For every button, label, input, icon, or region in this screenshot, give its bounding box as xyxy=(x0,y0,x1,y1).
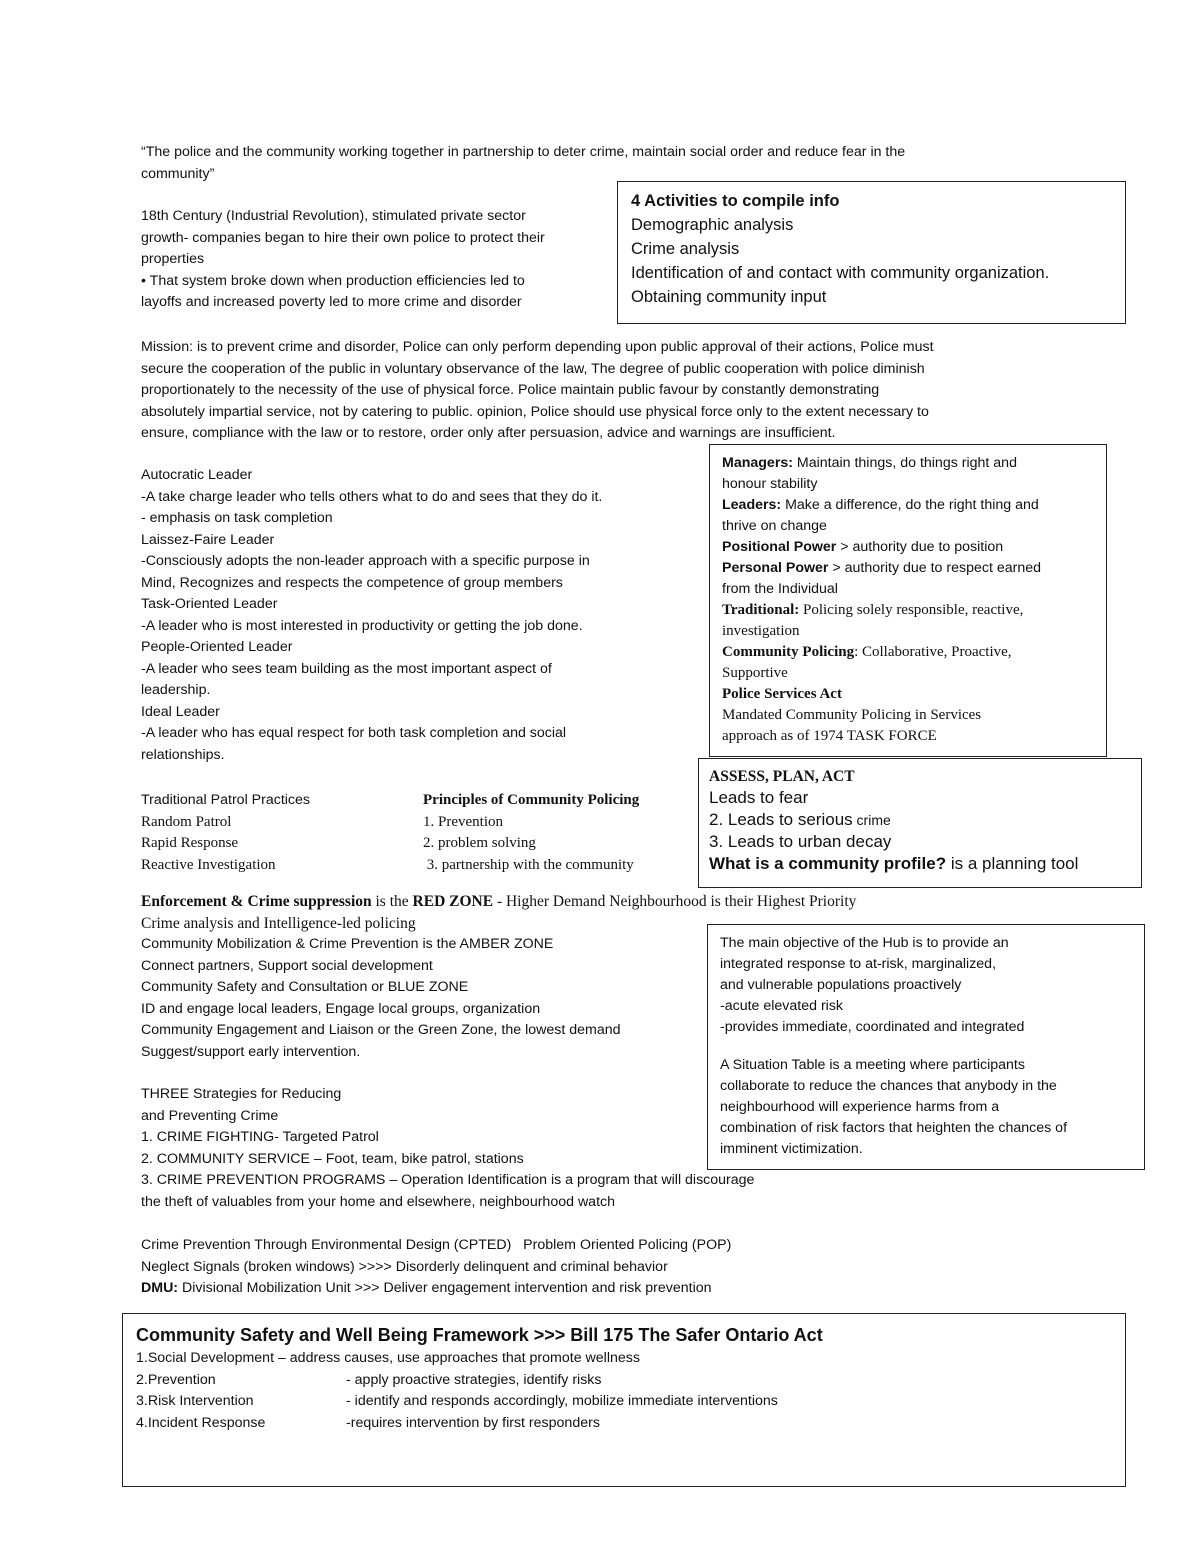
situation-line: imminent victimization. xyxy=(720,1141,863,1157)
assess-line: 2. Leads to serious xyxy=(709,810,853,829)
framework-row-right: - identify and responds accordingly, mobilize immediate interventions xyxy=(346,1393,778,1409)
quote-line-1: “The police and the community working together in partnership to deter crime, maintain social order and reduce fear in the xyxy=(141,144,906,160)
neglect-signals: Neglect Signals (broken windows) >>>> Disorderly delinquent and criminal behavior xyxy=(141,1258,668,1275)
leader-heading: Autocratic Leader xyxy=(141,467,253,483)
framework-row-right: - apply proactive strategies, identify risks xyxy=(346,1371,602,1388)
strategies-heading-2: and Preventing Crime xyxy=(141,1107,279,1124)
quote-line-2: community” xyxy=(141,165,215,182)
principle-item: 1. Prevention xyxy=(423,813,503,830)
leader-desc: leadership. xyxy=(141,682,211,698)
mission-line: ensure, compliance with the law or to restore, order only after persuasion, advice and warnings are insufficient. xyxy=(141,425,836,441)
activity-item: Identification of and contact with community organization. xyxy=(631,264,1050,282)
blue-zone-key: Community Safety and Consultation xyxy=(141,979,368,995)
police-act-key: Police Services Act xyxy=(722,686,842,702)
managers-value-2: honour stability xyxy=(722,476,818,492)
amber-zone-sub: Connect partners, Support social development xyxy=(141,957,433,974)
leader-heading: People-Oriented Leader xyxy=(141,639,293,655)
hub-box xyxy=(707,924,1145,1170)
history-line: growth- companies began to hire their own police to protect their xyxy=(141,229,545,246)
personal-value: > authority due to respect earned xyxy=(828,560,1042,576)
framework-row xyxy=(136,1370,1125,1392)
hub-line: integrated response to at-risk, marginalized, xyxy=(720,956,997,972)
red-zone-key: Enforcement & Crime suppression xyxy=(141,893,372,910)
leader-desc: -A leader who sees team building as the most important aspect of xyxy=(141,660,552,677)
situation-line: collaborate to reduce the chances that anybody in the xyxy=(720,1078,1057,1094)
hub-line: -acute elevated risk xyxy=(720,998,844,1014)
dmu-key: DMU: xyxy=(141,1280,179,1296)
framework-row-right: -requires intervention by first responders xyxy=(346,1414,600,1431)
patrol-item: Rapid Response xyxy=(141,835,239,851)
personal-key: Personal Power xyxy=(722,560,829,576)
leader-desc: -A leader who has equal respect for both task completion and social xyxy=(141,725,567,741)
cpted-a: Crime Prevention Through Environmental Design ( xyxy=(141,1237,459,1253)
assess-line: Leads to fear xyxy=(709,788,809,807)
leaders-key: Leaders: xyxy=(722,497,782,513)
leader-desc: -Consciously adopts the non-leader approach with a specific purpose in xyxy=(141,553,590,569)
cpted-e: ) xyxy=(726,1237,732,1253)
traditional-value: Policing solely responsible, reactive, xyxy=(799,602,1024,618)
situation-line: neighbourhood will experience harms from a xyxy=(720,1099,1000,1115)
red-zone-mid: is the xyxy=(371,893,413,910)
framework-row-left: 2.Prevention xyxy=(136,1371,216,1388)
framework-row-left: 4.Incident Response xyxy=(136,1414,266,1431)
activity-item: Demographic analysis xyxy=(631,216,794,234)
activities-title: 4 Activities to compile info xyxy=(631,192,840,210)
mission-line: absolutely impartial service, not by catering to public. opinion, Police should use physical force only to the extent necessary to xyxy=(141,403,929,420)
strategies xyxy=(141,1084,754,1213)
police-act-value-2: approach as of 1974 TASK FORCE xyxy=(722,728,937,744)
blue-zone-rest: or BLUE ZONE xyxy=(367,979,469,995)
leader-types xyxy=(141,465,602,766)
positional-value: > authority due to position xyxy=(836,539,1004,555)
strategy-item: 1. CRIME FIGHTING- Targeted Patrol xyxy=(141,1129,379,1145)
managers-box xyxy=(709,444,1107,757)
patrol-heading: Traditional Patrol Practices xyxy=(141,792,311,808)
strategies-heading-c: for Reducing xyxy=(256,1086,342,1102)
framework-title: Community Safety and Well Being Framework >>> Bill 175 The Safer Ontario Act xyxy=(136,1325,823,1345)
assess-line-crime: crime xyxy=(852,812,891,828)
leader-desc: relationships. xyxy=(141,746,225,763)
strategies-heading-b: Strategies xyxy=(193,1086,257,1102)
situation-line: combination of risk factors that heighten the chances of xyxy=(720,1120,1068,1136)
mission-line: proportionately to the necessity of the use of physical force. Police maintain public favour by constantly demonstrating xyxy=(141,382,880,398)
leader-desc: Mind, Recognizes and respects the competence of group members xyxy=(141,574,563,591)
situation-table-value: is a meeting where participants xyxy=(825,1057,1025,1073)
red-zone-rest: - Higher Demand Neighbourhood is their Highest Priority xyxy=(493,893,857,910)
green-zone-sub: Suggest/support early intervention. xyxy=(141,1043,361,1060)
leader-heading: Ideal Leader xyxy=(141,703,220,720)
leader-desc: -A take charge leader who tells others what to do and sees that they do it. xyxy=(141,488,603,505)
principle-item: 3. partnership with the community xyxy=(423,856,634,873)
red-zone-label: RED ZONE xyxy=(412,893,494,910)
community-value: : Collaborative, Proactive, xyxy=(854,644,1012,660)
patrol-item: Random Patrol xyxy=(141,813,232,830)
principles-list xyxy=(423,790,639,876)
mission-line: Mission: is to prevent crime and disorder, Police can only perform depending upon public approval of their actions, Police must xyxy=(141,339,934,355)
situation-table-key: A Situation Table xyxy=(720,1057,826,1073)
leader-heading: Laissez-Faire Leader xyxy=(141,531,275,548)
framework-row-left: 3.Risk Intervention xyxy=(136,1393,254,1409)
mission-line: secure the cooperation of the public in voluntary observance of the law, The degree of public cooperation with police diminish xyxy=(141,360,925,377)
blue-zone-sub: ID and engage local leaders, Engage local groups, organization xyxy=(141,1000,541,1017)
patrol-item: Reactive Investigation xyxy=(141,856,276,873)
green-zone-key: Community Engagement and Liaison or the Green Zone, the lowest demand xyxy=(141,1022,621,1038)
cpted-c: ) Problem Oriented Policing ( xyxy=(506,1237,697,1253)
leaders-value: Make a difference, do the right thing and xyxy=(781,497,1039,513)
positional-key: Positional Power xyxy=(722,539,837,555)
managers-value: Maintain things, do things right and xyxy=(792,455,1017,471)
activity-item: Obtaining community input xyxy=(631,288,827,306)
amber-zone-key: Community Mobilization & Crime Prevention xyxy=(141,936,419,952)
leader-desc: - emphasis on task completion xyxy=(141,510,333,526)
history-line: layoffs and increased poverty led to more crime and disorder xyxy=(141,294,522,310)
strategy-item: 3. CRIME PREVENTION PROGRAMS – Operation Identification is a program that will discourage xyxy=(141,1172,755,1188)
cpted-b: CPTED xyxy=(458,1237,507,1253)
principle-item: 2. problem solving xyxy=(423,835,536,851)
community-profile-answer: is a planning tool xyxy=(946,854,1079,873)
traditional-key: Traditional: xyxy=(722,602,800,618)
activity-item: Crime analysis xyxy=(631,240,740,258)
acronyms xyxy=(141,1235,731,1300)
activities-box xyxy=(617,181,1126,324)
police-act-value-1: Mandated Community Policing in Services xyxy=(722,707,982,723)
strategy-item: 2. COMMUNITY SERVICE – Foot, team, bike patrol, stations xyxy=(141,1150,524,1167)
assess-title: ASSESS, PLAN, ACT xyxy=(709,768,855,785)
leader-heading: Task-Oriented Leader xyxy=(141,596,278,612)
managers-key: Managers: xyxy=(722,455,793,471)
framework-row xyxy=(136,1391,1125,1413)
dmu-value: Divisional Mobilization Unit >>> Deliver engagement intervention and risk prevention xyxy=(178,1280,712,1296)
personal-value-2: from the Individual xyxy=(722,581,838,597)
hub-line: and vulnerable populations proactively xyxy=(720,977,962,993)
patrol-practices xyxy=(141,790,310,876)
history-line: properties xyxy=(141,251,205,267)
strategy-item: the theft of valuables from your home and elsewhere, neighbourhood watch xyxy=(141,1193,615,1210)
strategies-heading-a: THREE xyxy=(141,1086,194,1102)
principles-heading: Principles of Community Policing xyxy=(423,792,640,808)
hub-line: -provides immediate, coordinated and integrated xyxy=(720,1019,1025,1035)
community-value-2: Supportive xyxy=(722,665,788,681)
framework-row: 1.Social Development – address causes, use approaches that promote wellness xyxy=(136,1350,640,1366)
history-line: 18th Century (Industrial Revolution), stimulated private sector xyxy=(141,208,526,224)
framework-box xyxy=(122,1313,1126,1487)
history-line: • That system broke down when production efficiencies led to xyxy=(141,272,525,289)
quote xyxy=(141,142,905,185)
hub-line: The main objective of the Hub is to provide an xyxy=(720,935,1009,951)
traditional-value-2: investigation xyxy=(722,623,800,639)
mission-paragraph xyxy=(141,337,934,445)
community-key: Community Policing xyxy=(722,644,855,660)
cpted-d: POP xyxy=(696,1237,727,1253)
history-paragraph xyxy=(141,206,545,314)
amber-zone-rest: is the AMBER ZONE xyxy=(418,936,554,952)
assess-box xyxy=(698,758,1142,888)
assess-line: 3. Leads to urban decay xyxy=(709,832,892,851)
framework-row xyxy=(136,1413,1125,1435)
red-zone-sub: Crime analysis and Intelligence-led policing xyxy=(141,914,416,932)
leaders-value-2: thrive on change xyxy=(722,518,827,534)
community-profile-question: What is a community profile? xyxy=(709,854,947,873)
leader-desc: -A leader who is most interested in productivity or getting the job done. xyxy=(141,617,583,634)
